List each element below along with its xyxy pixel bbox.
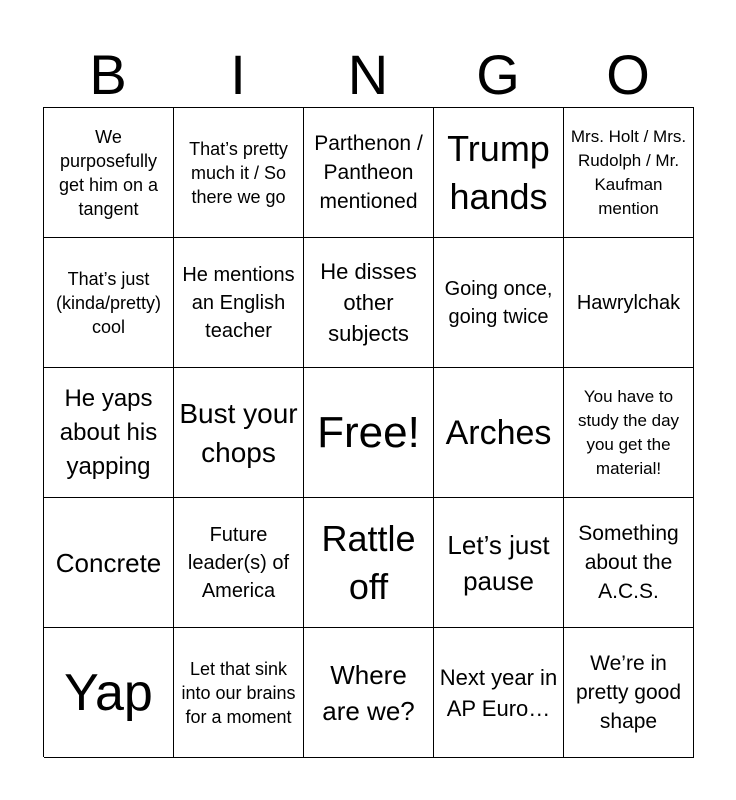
- cell-text: We purposefully get him on a tangent: [58, 126, 159, 219]
- bingo-cell-r2c1[interactable]: [44, 238, 174, 368]
- bingo-cell-r1c1[interactable]: [44, 108, 174, 238]
- cell-text: Where are we?: [322, 659, 415, 726]
- cell-text: He disses other subjects: [320, 259, 417, 346]
- cell-text: Let that sink into our brains for a moment: [181, 658, 296, 727]
- bingo-cell-r1c4[interactable]: [434, 108, 564, 238]
- header-letter-g: G: [476, 43, 520, 106]
- cell-text: Rattle off: [321, 517, 416, 607]
- bingo-cell-r3c2[interactable]: [174, 368, 304, 498]
- bingo-cell-r5c1[interactable]: [44, 628, 174, 758]
- bingo-cell-r3c4[interactable]: [434, 368, 564, 498]
- cell-text: Future leader(s) of America: [187, 523, 290, 602]
- cell-text: Arches: [445, 413, 552, 452]
- cell-text: Something about the A.C.S.: [578, 522, 679, 603]
- bingo-cell-r5c3[interactable]: [304, 628, 434, 758]
- header-letter-n: N: [347, 43, 389, 106]
- cell-text: Bust your chops: [179, 397, 298, 468]
- bingo-cell-r5c2[interactable]: [174, 628, 304, 758]
- cell-text: You have to study the day you get the material!: [577, 386, 680, 478]
- bingo-cell-r2c5[interactable]: [564, 238, 694, 368]
- bingo-cell-r2c3[interactable]: [304, 238, 434, 368]
- bingo-cell-r4c4[interactable]: [434, 498, 564, 628]
- cell-text: Hawrylchak: [576, 291, 681, 314]
- cell-text: He mentions an English teacher: [182, 263, 295, 342]
- header-letter-i: I: [230, 43, 246, 106]
- cell-text: Parthenon / Pantheon mentioned: [314, 132, 423, 213]
- cell-text: Next year in AP Euro…: [439, 664, 558, 721]
- bingo-cell-r1c5[interactable]: [564, 108, 694, 238]
- cell-text: Trump hands: [447, 127, 550, 217]
- cell-text: Going once, going twice: [444, 277, 553, 328]
- header-letter-b: B: [89, 43, 127, 106]
- cell-text: Concrete: [55, 547, 162, 578]
- cell-text: That’s just (kinda/pretty) cool: [55, 268, 162, 337]
- bingo-cell-r2c2[interactable]: [174, 238, 304, 368]
- bingo-cell-r5c4[interactable]: [434, 628, 564, 758]
- cell-text: He yaps about his yapping: [59, 384, 158, 480]
- bingo-grid: [43, 107, 694, 757]
- bingo-header: [43, 44, 693, 106]
- bingo-cell-r1c2[interactable]: [174, 108, 304, 238]
- bingo-cell-r4c3[interactable]: [304, 498, 434, 628]
- bingo-cell-r4c5[interactable]: [564, 498, 694, 628]
- cell-text: Mrs. Holt / Mrs. Rudolph / Mr. Kaufman mention: [570, 126, 687, 218]
- cell-text: We’re in pretty good shape: [575, 652, 682, 733]
- cell-text: Free!: [317, 407, 420, 457]
- cell-text: That’s pretty much it / So there we go: [189, 138, 288, 207]
- bingo-cell-r3c3[interactable]: [304, 368, 434, 498]
- bingo-cell-r3c5[interactable]: [564, 368, 694, 498]
- cell-text: Let’s just pause: [447, 529, 550, 596]
- header-letter-o: O: [606, 43, 650, 106]
- bingo-cell-r4c2[interactable]: [174, 498, 304, 628]
- bingo-cell-r2c4[interactable]: [434, 238, 564, 368]
- bingo-cell-r1c3[interactable]: [304, 108, 434, 238]
- bingo-cell-r3c1[interactable]: [44, 368, 174, 498]
- cell-text: Yap: [64, 663, 153, 722]
- bingo-cell-r4c1[interactable]: [44, 498, 174, 628]
- bingo-cell-r5c5[interactable]: [564, 628, 694, 758]
